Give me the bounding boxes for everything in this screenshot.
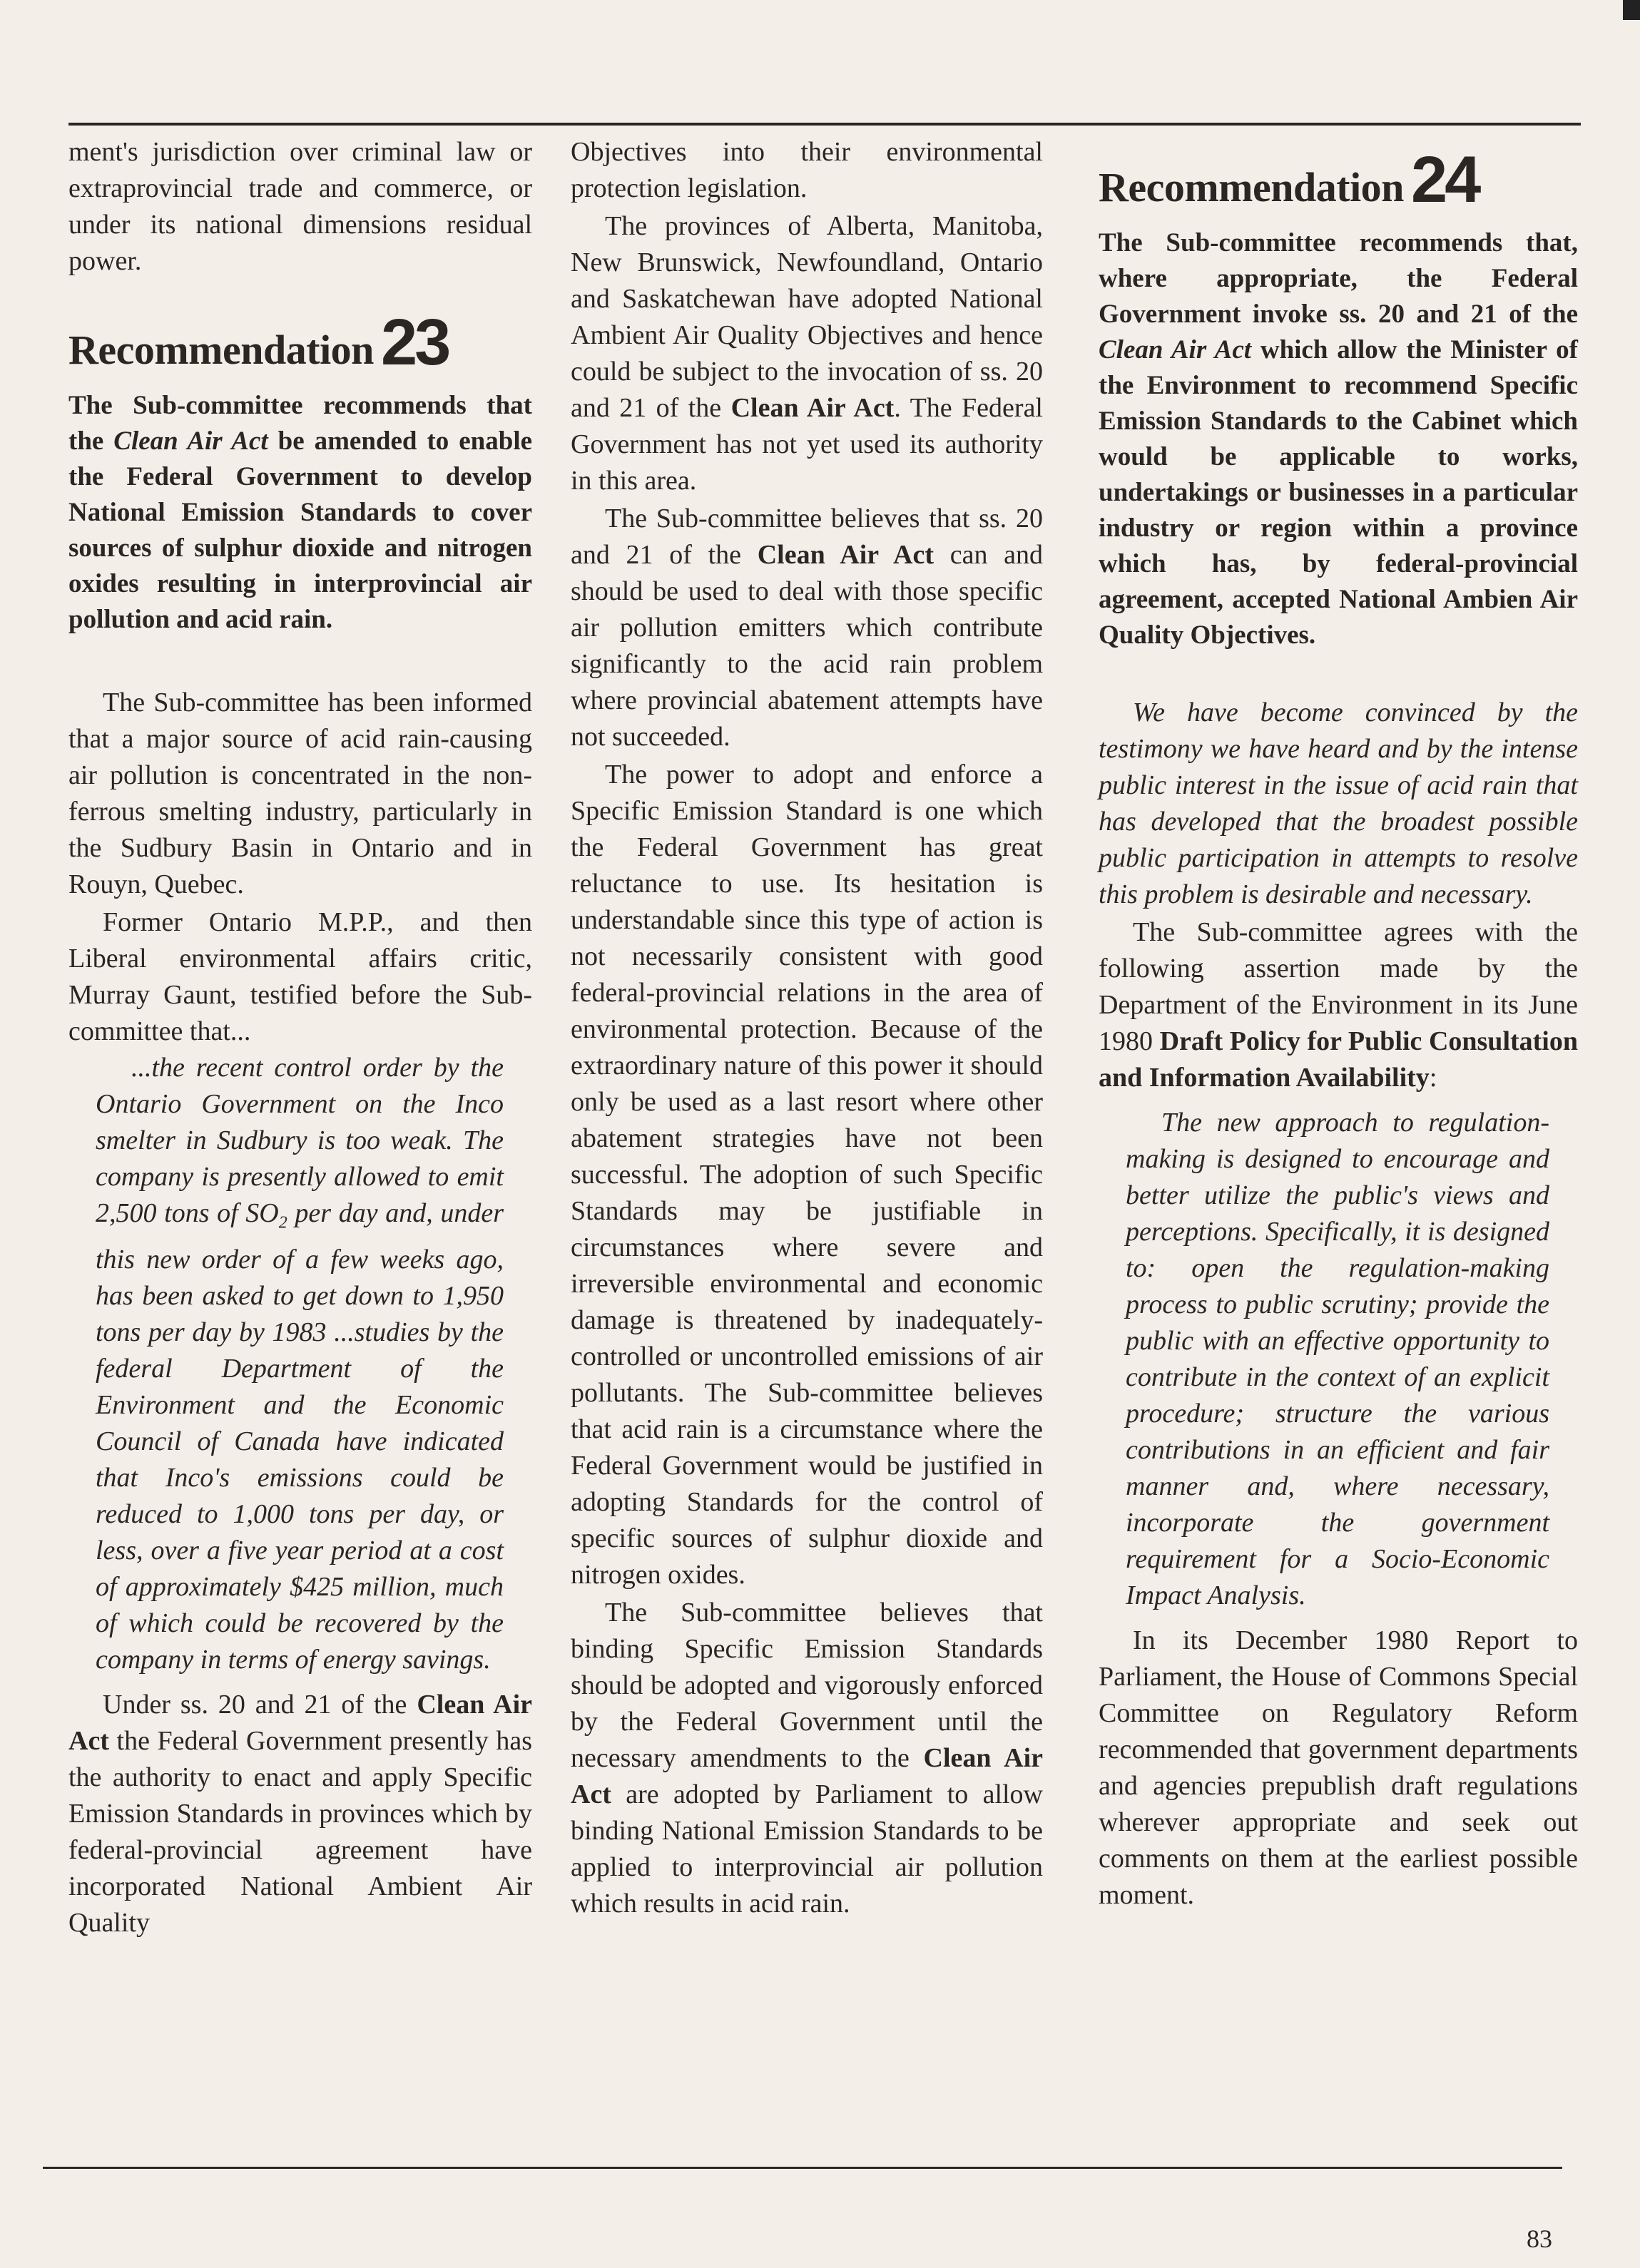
col2-paragraph-1: Objectives into their environmental protection legislation. bbox=[571, 137, 1043, 203]
col1-paragraph-1: ment's jurisdiction over criminal law or extraprovincial trade and commerce, or under its national dimensions residual power. bbox=[68, 137, 532, 276]
recommendation-label: Recommendation bbox=[1099, 164, 1404, 210]
col1-paragraph-2: The Sub-committee has been informed that a major source of acid rain-causing air pollution is concentrated in the non-ferrous smelting industry, particularly in the Sudbury Basin in Ontario and in Rouyn, Quebec. bbox=[68, 688, 532, 899]
bottom-rule bbox=[43, 2167, 1562, 2169]
scan-corner-mark bbox=[1623, 0, 1640, 20]
column-3 bbox=[1099, 143, 1578, 1914]
col2-paragraph-4: The power to adopt and enforce a Specific Emission Standard is one which the Federal Government has great reluctance to use. Its hesitation is understandable since this type of action is not necessarily consistent with good federal-provincial relations in the area of environmental protection. Because of the extraordinary nature of this power it should only be used as a last resort where other abatement strategies have not been successful. The adoption of such Specific Standards may be justifiable in circumstances where severe and irreversible environmental and economic damage is threatened by inadequately-controlled or uncontrolled emissions of air pollutants. The Sub-committee believes that acid rain is a circumstance where the Federal Government would be justified in adopting Standards for the control of specific sources of sulphur dioxide and nitrogen oxides. bbox=[571, 760, 1043, 1590]
col3-paragraph-3: In its December 1980 Report to Parliament, the House of Commons Special Committee on Regulatory Reform recommended that government departments and agencies prepublish draft regulations wherever appropriate and seek out comments on them at the earliest possible moment. bbox=[1099, 1625, 1578, 1910]
recommendation-23-heading bbox=[68, 306, 532, 379]
col2-paragraph-2: The provinces of Alberta, Manitoba, New Brunswick, Newfoundland, Ontario and Saskatchewan have adopted National Ambient Air Quality Objectives and hence could be subject to the invocation of ss. 20 and 21 of the Clean Air Act. The Federal Government has not yet used its authority in this area. bbox=[571, 211, 1043, 496]
recommendation-label: Recommendation bbox=[68, 327, 374, 373]
column-1 bbox=[68, 134, 532, 1941]
recommendation-24-text: The Sub-committee recommends that, where appropriate, the Federal Government invoke ss. 20 and 21 of the Clean Air Act which allow the Minister of the Environment to recommend Specific Emission Standards to the Cabinet which would be applicable to works, undertakings or businesses in a particular industry or region within a province which has, by federal-provincial agreement, accepted National Ambien Air Quality Objectives. bbox=[1099, 228, 1578, 650]
recommendation-23-text: The Sub-committee recommends that the Clean Air Act be amended to enable the Federal Government to develop National Emission Standards to cover sources of sulphur dioxide and nitrogen oxides resulting in interprovincial air pollution and acid rain. bbox=[68, 391, 533, 634]
col2-paragraph-3: The Sub-committee believes that ss. 20 and 21 of the Clean Air Act can and should be used to deal with those specific air pollution emitters which contribute significantly to the acid rain problem where provincial abatement attempts have not succeeded. bbox=[571, 504, 1044, 752]
gaunt-quote: ...the recent control order by the Ontario Government on the Inco smelter in Sudbury is too weak. The company is presently allowed to emit 2,500 tons of $SO_2$ per day and, under this new order of a few weeks ago, has been asked to get down to 1,950 tons per day by 1983 ...studies by the federal Department of the Environment and the Economic Council of Canada have indicated that Inco's emissions could be reduced to 1,000 tons per day, or less, over a five year period at a cost of approximately $425 million, much of which could be recovered by the company in terms of energy savings. bbox=[96, 1053, 504, 1675]
top-rule bbox=[68, 123, 1581, 126]
col1-paragraph-4: Under ss. 20 and 21 of the Clean Air Act the Federal Government presently has the authority to enact and apply Specific Emission Standards in provinces which by federal-provincial agreement have incorporated National Ambient Air Quality bbox=[68, 1689, 533, 1938]
recommendation-number: 24 bbox=[1410, 143, 1479, 216]
page-number: 83 bbox=[1527, 2224, 1552, 2253]
col2-paragraph-5: The Sub-committee believes that binding Specific Emission Standards should be adopted and vigorously enforced by the Federal Government until the necessary amendments to the Clean Air Act are adopted by Parliament to allow binding National Emission Standards to be applied to interprovincial air pollution which results in acid rain. bbox=[571, 1598, 1043, 1919]
recommendation-24-heading bbox=[1099, 143, 1578, 216]
department-quote: The new approach to regulation-making is designed to encourage and better utilize the public's views and perceptions. Specifically, it is designed to: open the regulation-making process to public scrutiny; provide the public with an effective opportunity to contribute in the context of an explicit procedure; structure the various contributions in an efficient and fair manner and, where necessary, incorporate the government requirement for a Socio-Economic Impact Analysis. bbox=[1126, 1108, 1549, 1610]
col3-paragraph-1: We have become convinced by the testimony we have heard and by the intense public interest in the issue of acid rain that has developed that the broadest possible public participation in attempts to resolve this problem is desirable and necessary. bbox=[1099, 698, 1578, 909]
recommendation-number: 23 bbox=[380, 306, 449, 379]
col3-paragraph-2: The Sub-committee agrees with the following assertion made by the Department of the Environment in its June 1980 Draft Policy for Public Consultation and Information Availability: bbox=[1099, 917, 1579, 1093]
col1-paragraph-3: Former Ontario M.P.P., and then Liberal environmental affairs critic, Murray Gaunt, testified before the Sub-committee that... bbox=[68, 907, 532, 1046]
column-2 bbox=[571, 134, 1043, 1922]
